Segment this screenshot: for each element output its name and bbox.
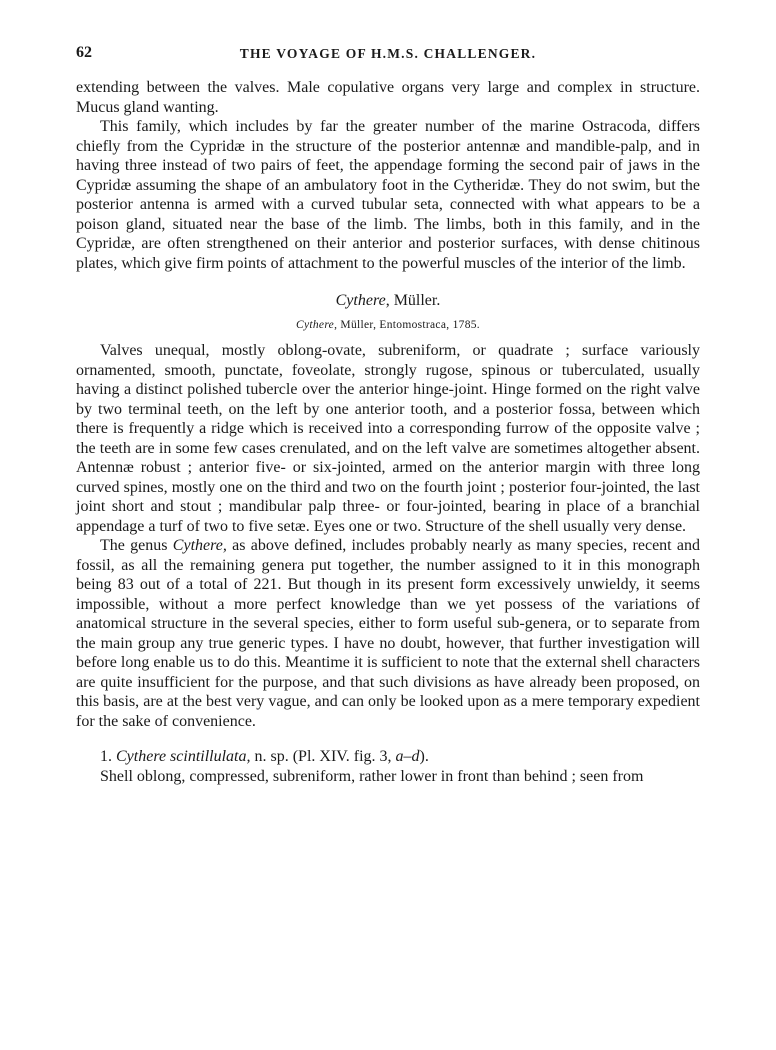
- genus-author: , Müller.: [385, 292, 441, 309]
- remarks-genus-name: Cythere,: [172, 537, 227, 554]
- paragraph-genus-remarks: [76, 536, 700, 731]
- page-number: 62: [76, 44, 92, 61]
- page-header: [76, 44, 700, 66]
- paragraph-genus-diagnosis: Valves unequal, mostly oblong-ovate, subreniform, or quadrate ; surface variously ornamented, smooth, punctate, foveolate, strongly rugose, spinous or tuberculated, usually having a distinct polished tubercle over the anterior hinge-joint. Hinge formed on the right valve by two terminal teeth, on the left by one anterior tooth, and a posterior fossa, between which there is frequently a ridge which is received into a corresponding furrow of the opposite valve ; the teeth are in some few cases crenulated, and on the left valve are sometimes altogether absent. Antennæ robust ; anterior five- or six-jointed, armed on the anterior margin with three long curved spines, mostly one on the third and two on the fourth joint ; posterior four-jointed, the last joint short and stout ; mandibular palp three- or four-jointed, bearing in place of a branchial appendage a turf of two to five setæ. Eyes one or two. Structure of the shell usually very dense.: [76, 342, 700, 535]
- species-plate-ref: n. sp. (Pl. XIV. fig. 3,: [250, 748, 396, 765]
- paragraph-family-description: This family, which includes by far the greater number of the marine Ostracoda, differs chiefly from the Cypridæ in the structure of the posterior antennæ and mandible-palp, and in having three instead of two pairs of feet, the appendage forming the second pair of jaws in the Cypridæ assuming the shape of an ambulatory foot in the Cytheridæ. They do not swim, but the posterior antenna is armed with a curved tubular seta, connected with what appears to be a poison gland, situated near the base of the limb. The limbs, both in this family, and in the Cypridæ, are often strengthened on their anterior and posterior surfaces, with dense chitinous plates, which give firm points of attachment to the powerful muscles of the interior of the limb.: [76, 118, 700, 272]
- species-heading: [76, 747, 700, 767]
- remarks-lead: The genus: [100, 537, 173, 554]
- paragraph-species-description: Shell oblong, compressed, subreniform, rather lower in front than behind ; seen from: [100, 767, 644, 785]
- genus-reference: [76, 317, 700, 333]
- paragraph-continued: extending between the valves. Male copulative organs very large and complex in structure. Mucus gland wanting.: [76, 79, 700, 116]
- remarks-body: as above defined, includes probably nearly as many species, recent and fossil, as all the remaining genera put together, the number assigned to it in this monograph being 83 out of a total of 221. But though in its present form excessively unwieldy, it seems impossible, without a more perfect knowledge than we yet possess of the variations of anatomical structure in the several species, either to form useful sub-genera, or to separate from the main group any true generic types. I have no doubt, however, that further investigation will before long enable us to do this. Meantime it is sufficient to note that the external shell characters are quite insufficient for the purpose, and that such divisions as have already been proposed, on this basis, are at the best very vague, and can only be looked upon as a mere temporary expedient for the sake of convenience.: [76, 537, 701, 730]
- species-figure-letters: a–d: [395, 748, 420, 765]
- genus-reference-name: Cythere: [296, 319, 335, 331]
- genus-reference-citation: , Müller, Entomostraca, 1785.: [334, 319, 480, 331]
- page-body: [76, 78, 700, 786]
- species-number: 1.: [100, 748, 116, 765]
- genus-heading: [76, 291, 700, 311]
- species-plate-close: ).: [419, 748, 429, 765]
- species-name: Cythere scintillulata,: [116, 748, 251, 765]
- genus-name: Cythere: [335, 292, 386, 309]
- running-head: THE VOYAGE OF H.M.S. CHALLENGER.: [239, 46, 537, 61]
